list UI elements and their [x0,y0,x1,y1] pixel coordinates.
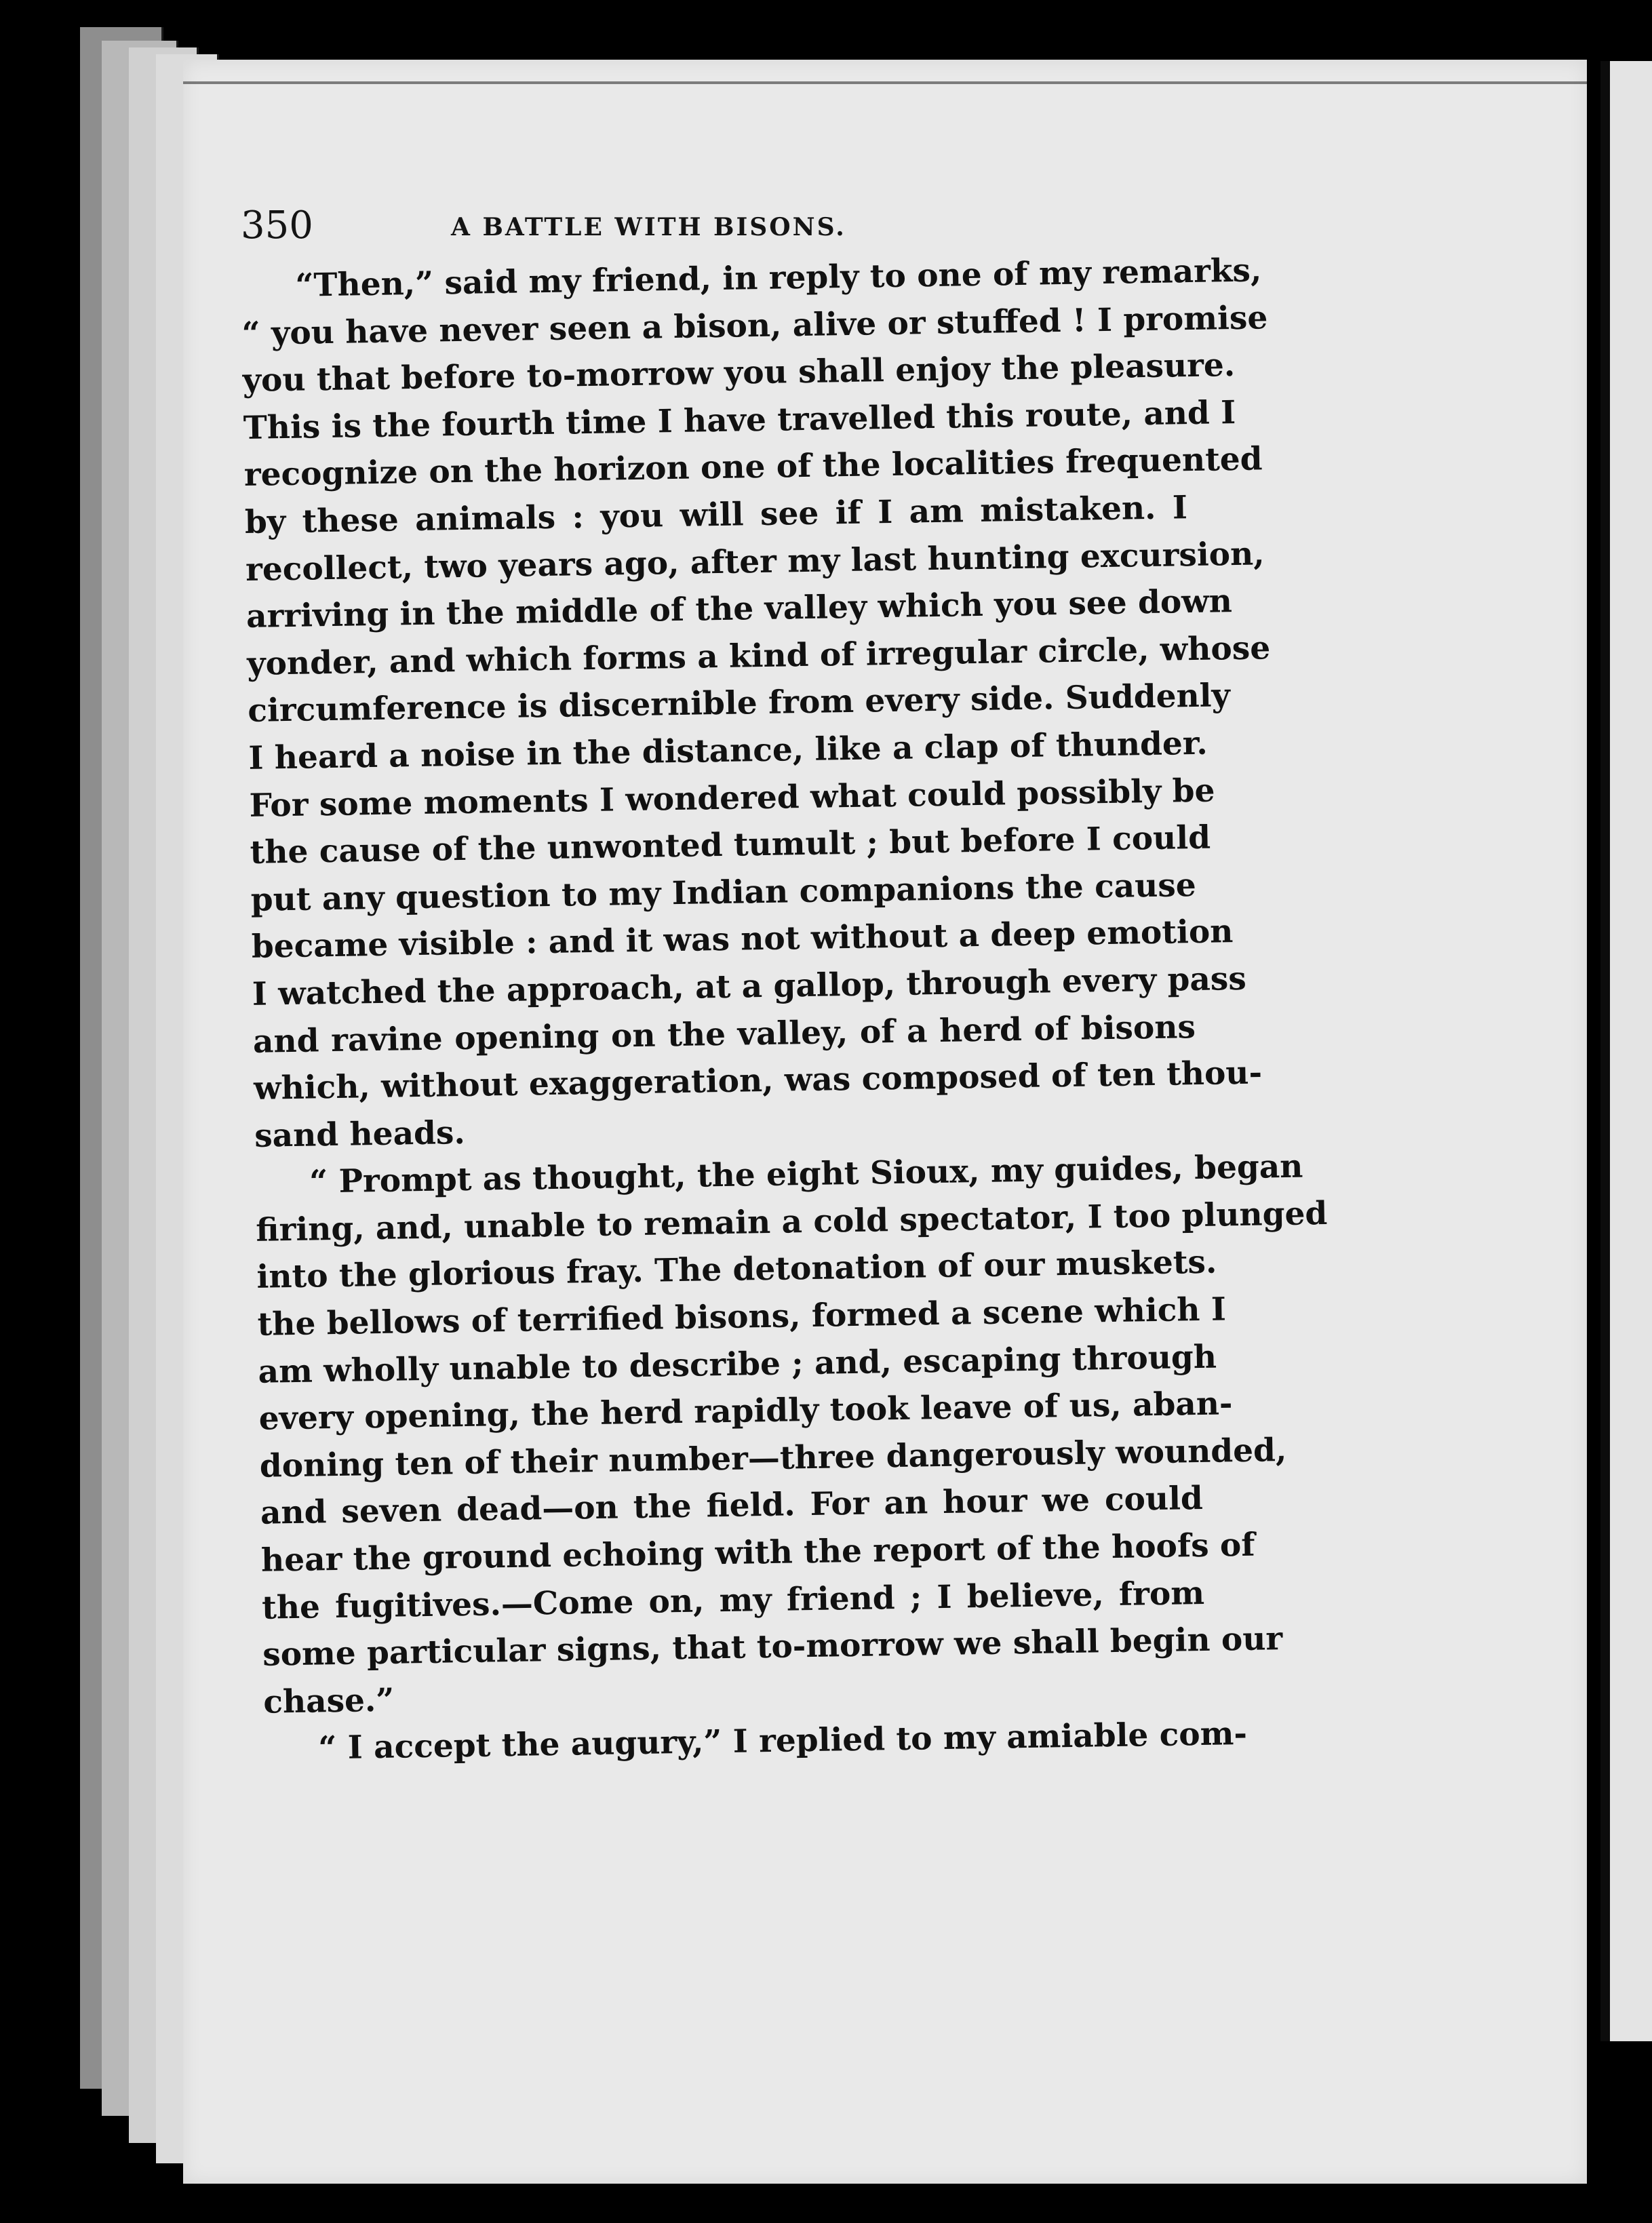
text-line: you that before to-morrow you shall enjoy the pleasure. [242,347,1236,400]
text-line: arriving in the middle of the valley which you see down [245,583,1233,636]
text-line: circumference is discernible from every side. Suddenly [247,677,1231,730]
running-head: A BATTLE WITH BISONS. [451,213,846,241]
text-line: put any question to my Indian companions the cause [250,866,1197,919]
text-line: and seven dead—on the field. For an hour we could [260,1480,1204,1533]
text-line: I watched the approach, at a gallop, through every pass [252,960,1247,1013]
text-line: recollect, two years ago, after my last hunting excursion, [245,534,1265,589]
text-line: firing, and, unable to remain a cold spectator, I too plunged [255,1194,1328,1249]
text-line: “Then,” said my friend, in reply to one of my remarks, [295,252,1262,304]
text-line: every opening, the herd rapidly took leave of us, aban- [258,1385,1233,1438]
text-line: the fugitives.—Come on, my friend ; I believe, from [261,1574,1205,1627]
body-text [241,248,1328,1773]
text-line: doning ten of their number—three dangerously wounded, [259,1431,1287,1485]
text-line: recognize on the horizon one of the localities frequented [243,440,1263,494]
text-line: yonder, and which forms a kind of irregular circle, whose [246,629,1271,683]
text-line: some particular signs, that to-morrow we shall begin our [262,1620,1283,1674]
text-line: “ Prompt as thought, the eight Sioux, my guides, began [309,1147,1303,1201]
text-line: which, without exaggeration, was composed of ten thou- [253,1054,1263,1107]
text-line: For some moments I wondered what could possibly be [249,772,1215,825]
text-line: by these animals : you will see if I am mistaken. I [244,489,1188,541]
text-line: “ you have never seen a bison, alive or stuffed ! I promise [241,298,1268,353]
text-line: I heard a noise in the distance, like a clap of thunder. [248,724,1208,777]
text-line: became visible : and it was not without a deep emotion [251,913,1234,966]
text-line: into the glorious fray. The detonation of our muskets. [256,1244,1217,1297]
text-line: am wholly unable to describe ; and, escaping through [258,1338,1217,1391]
page-number: 350 [241,203,313,248]
text-line: This is the fourth time I have travelled this route, and I [243,393,1236,447]
text-line: the bellows of terrified bisons, formed a scene which I [257,1291,1227,1343]
text-line: and ravine opening on the valley, of a herd of bisons [252,1008,1196,1061]
text-line: hear the ground echoing with the report of the hoofs of [260,1526,1255,1579]
text-line: “ I accept the augury,” I replied to my amiable com- [317,1715,1248,1767]
facing-page-edge [1600,61,1652,2041]
text-line: sand heads. [254,1114,466,1155]
page-top-rule [183,81,1587,84]
text-line: chase.” [262,1681,395,1721]
text-line: the cause of the unwonted tumult ; but before I could [250,819,1211,872]
